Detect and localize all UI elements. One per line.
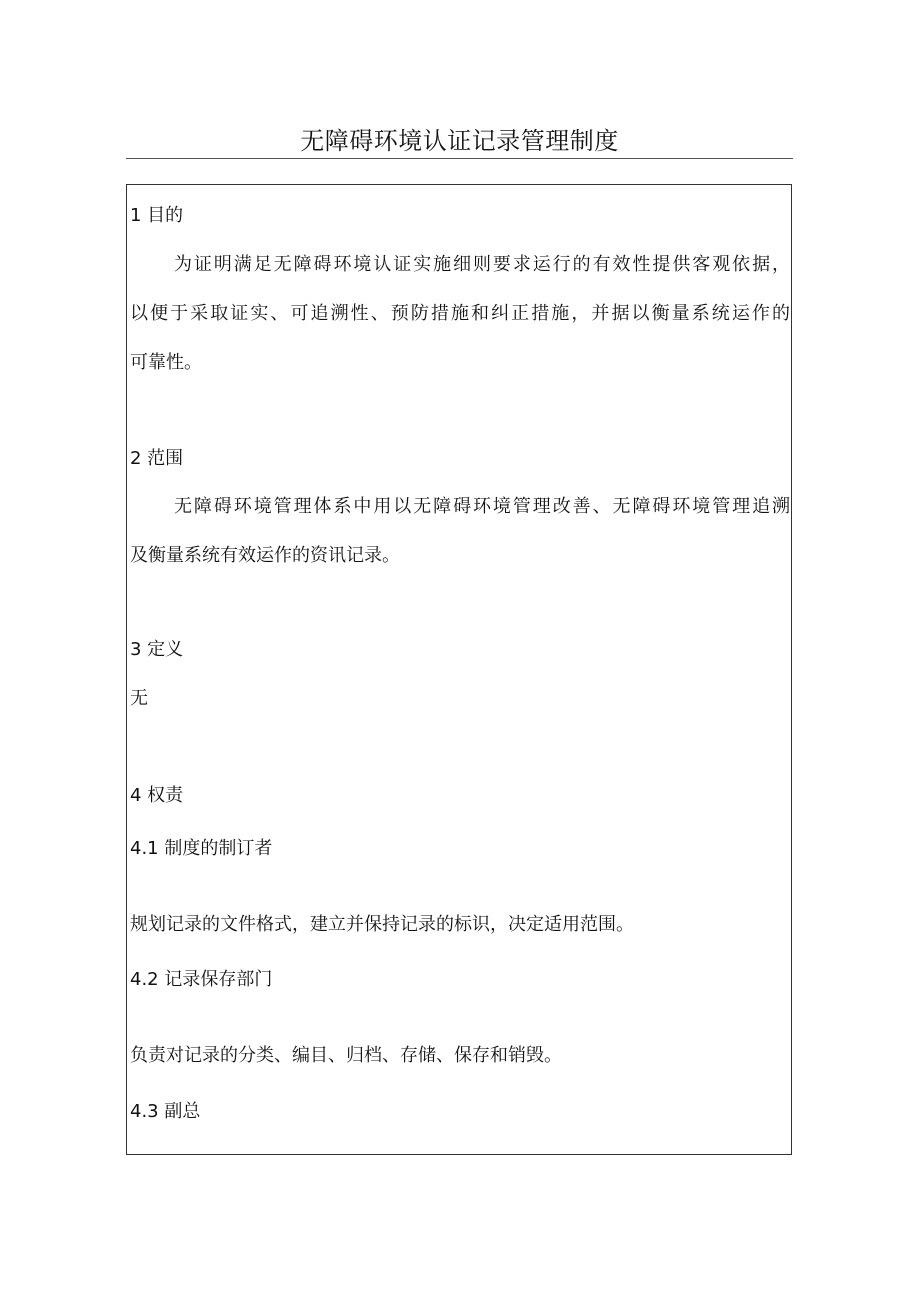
subsection-4-2-body: 负责对记录的分类、编目、归档、存储、保存和销毁。 — [130, 1045, 562, 1066]
section-scope-line-1: 无障碍环境管理体系中用以无障碍环境管理改善、无障碍环境管理追溯 — [174, 496, 790, 517]
section-purpose-line-1: 为证明满足无障碍环境认证实施细则要求运行的有效性提供客观依据， — [174, 254, 790, 275]
section-purpose-line-2: 以便于采取证实、可追溯性、预防措施和纠正措施，并据以衡量系统运作的 — [130, 303, 790, 324]
section-purpose-heading: 1 目的 — [130, 205, 184, 226]
subsection-4-3-heading: 4.3 副总 — [130, 1101, 201, 1122]
section-scope-line-2: 及衡量系统有效运作的资讯记录。 — [130, 545, 400, 566]
section-definition-heading: 3 定义 — [130, 639, 184, 660]
section-definition-body: 无 — [130, 688, 148, 709]
section-purpose-line-3: 可靠性。 — [130, 352, 202, 373]
section-scope-heading: 2 范围 — [130, 448, 184, 469]
title-underline — [126, 158, 793, 159]
section-responsibility-heading: 4 权责 — [130, 785, 184, 806]
subsection-4-1-heading: 4.1 制度的制订者 — [130, 838, 273, 859]
subsection-4-1-body: 规划记录的文件格式，建立并保持记录的标识，决定适用范围。 — [130, 914, 634, 935]
content-frame — [126, 184, 792, 1155]
document-title: 无障碍环境认证记录管理制度 — [300, 127, 619, 155]
subsection-4-2-heading: 4.2 记录保存部门 — [130, 969, 273, 990]
